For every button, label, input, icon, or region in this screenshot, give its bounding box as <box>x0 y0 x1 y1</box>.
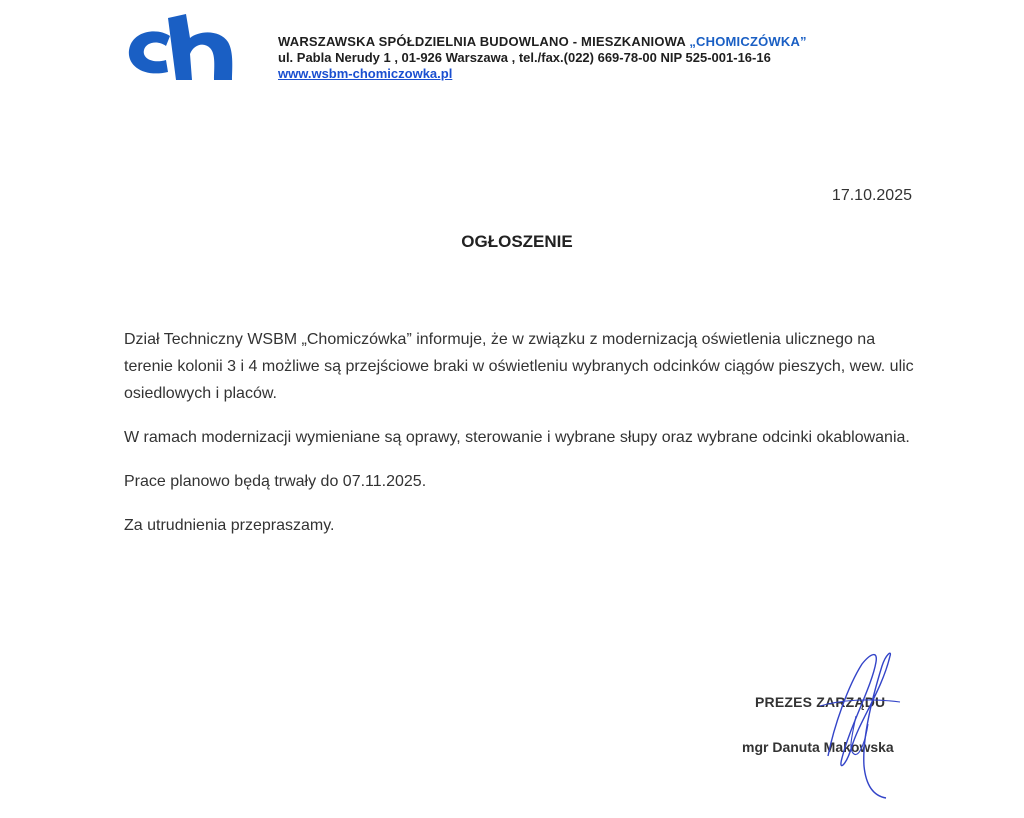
company-logo <box>124 14 264 84</box>
paragraph: Za utrudnienia przepraszamy. <box>124 517 335 534</box>
org-name: WARSZAWSKA SPÓŁDZIELNIA BUDOWLANO - MIESZKANIOWA <box>278 34 690 49</box>
paragraph: Prace planowo będą trwały do 07.11.2025. <box>124 473 427 490</box>
handwritten-signature <box>790 646 930 806</box>
org-address: ul. Pabla Nerudy 1 , 01-926 Warszawa , tel./fax.(022) 669-78-00 NIP 525-001-16-16 <box>278 50 771 65</box>
announcement-body <box>124 326 924 556</box>
signatory-name: mgr Danuta Makowska <box>742 739 894 755</box>
org-quote: „CHOMICZÓWKA” <box>689 34 807 49</box>
org-name-line <box>278 34 807 50</box>
letterhead <box>278 34 807 82</box>
org-website-link[interactable]: www.wsbm-chomiczowka.pl <box>278 66 453 81</box>
document-title: OGŁOSZENIE <box>461 232 573 251</box>
document-date: 17.10.2025 <box>831 187 912 204</box>
paragraph: W ramach modernizacji wymieniane są oprawy, sterowanie i wybrane słupy oraz wybrane odcinki okablowania. <box>124 429 910 446</box>
paragraph: Dział Techniczny WSBM „Chomiczówka” informuje, że w związku z modernizacją oświetlenia ulicznego na terenie kolonii 3 i 4 możliwe są przejściowe braki w oświetleniu wybranych odcinków ciągów pieszych, wew. ulic osiedlowych i placów. <box>124 331 914 402</box>
signatory-role: PREZES ZARZĄDU <box>755 694 886 710</box>
